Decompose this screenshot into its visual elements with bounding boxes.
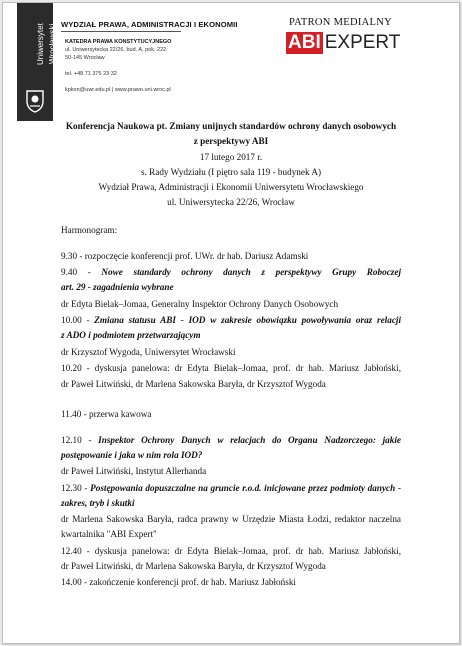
- panel-2-participants-cont: dr Paweł Litwiński, dr Marlena Sakowska Baryła, dr Krzysztof Wygoda: [61, 561, 326, 571]
- document-page: [2, 2, 460, 644]
- email-web-line: kpkon@uwr.edu.pl | www.prawo.uni.wroc.pl: [65, 87, 171, 93]
- talk-2-speaker: dr Krzysztof Wygoda, Uniwersytet Wrocławski: [61, 347, 236, 357]
- talk-4-speaker-cont: kwartalnika "ABI Expert": [61, 529, 157, 539]
- schedule-item-panel-2: 12.40 - dyskusja panelowa: dr Edyta Bielak–Jomaa, prof. dr hab. Mariusz Jabłoński,: [61, 546, 401, 556]
- faculty-title: WYDZIAŁ PRAWA, ADMINISTRACJI I EKONOMII: [61, 20, 238, 29]
- talk-2-title-cont: z ADO i podmiotem przetwarzającym: [61, 330, 201, 340]
- conference-room: s. Rady Wydziału (I piętro sala 119 - budynek A): [140, 167, 322, 177]
- conference-address: ul. Uniwersytecka 22/26, Wrocław: [167, 197, 295, 207]
- address-line-1: ul. Uniwersytecka 22/26, bud. A, pok. 222: [65, 47, 167, 53]
- university-crest-icon: [21, 87, 49, 115]
- talk-4-speaker: dr Marlena Sakowska Baryła, radca prawny w Urzędzie Miasta Łodzi, redaktor naczelna: [61, 514, 401, 524]
- university-logo-band: [17, 3, 57, 121]
- schedule-item-coffee-break: 11.40 - przerwa kawowa: [61, 409, 152, 419]
- patron-label: PATRON MEDIALNY: [289, 17, 392, 28]
- schedule-item-panel-1: 10.20 - dyskusja panelowa: dr Edyta Bielak–Jomaa, prof. dr hab. Mariusz Jabłoński,: [61, 363, 401, 373]
- phone-line: tel. +48 71 375 23 32: [65, 71, 117, 77]
- panel-1-participants-cont: dr Paweł Litwiński, dr Marlena Sakowska Baryła, dr Krzysztof Wygoda: [61, 379, 326, 389]
- abi-expert-logo: [286, 32, 400, 54]
- department-title: KATEDRA PRAWA KONSTYTUCYJNEGO: [65, 39, 172, 45]
- university-name-vertical: Uniwersytet Wrocławski: [36, 23, 57, 65]
- schedule-heading: Harmonogram:: [61, 225, 118, 235]
- talk-1-title-cont: art. 29 - zagadnienia wybrane: [61, 282, 174, 292]
- conference-title-line-2: z perspektywy ABI: [193, 136, 269, 146]
- abi-logo-box: ABI: [288, 32, 321, 53]
- talk-3-speaker: dr Paweł Litwiński, Instytut Allerhanda: [61, 466, 207, 476]
- schedule-item-talk-3: 12.10 - Inspektor Ochrony Danych w relacjach do Organu Nadzorczego: jakie: [61, 435, 401, 445]
- schedule-item-talk-1: 9.40 - Nowe standardy ochrony danych z perspektywy Grupy Roboczej: [61, 267, 401, 277]
- schedule-item-talk-4: 12.30 - Postępowania dopuszczalne na gruncie r.o.d. inicjowane przez podmioty danych -: [61, 483, 402, 493]
- talk-3-title-cont: postępowanie i jaka w nim rola IOD?: [61, 450, 203, 460]
- address-line-2: 50-145 Wrocław: [65, 55, 105, 61]
- schedule-item-talk-2: 10.00 - Zmiana statusu ABI - IOD w zakresie obowiązku powoływania oraz relacji: [61, 315, 401, 325]
- talk-1-speaker: dr Edyta Bielak–Jomaa, Generalny Inspektor Ochrony Danych Osobowych: [61, 299, 339, 309]
- schedule-item-opening: 9.30 - rozpoczęcie konferencji prof. UWr. dr hab. Dariusz Adamski: [61, 251, 309, 261]
- header-divider: [61, 31, 181, 32]
- conference-title-line-1: Konferencja Naukowa pt. Zmiany unijnych standardów ochrony danych osobowych: [65, 121, 397, 131]
- abi-logo-text: EXPERT: [324, 32, 401, 53]
- schedule-item-closing: 14.00 - zakończenie konferencji prof. dr hab. Mariusz Jabłoński: [61, 577, 296, 587]
- conference-faculty: Wydział Prawa, Administracji i Ekonomii Uniwersytetu Wrocławskiego: [98, 182, 364, 192]
- conference-date: 17 lutego 2017 r.: [199, 152, 263, 162]
- talk-4-title-cont: zakres, tryb i skutki: [61, 498, 135, 508]
